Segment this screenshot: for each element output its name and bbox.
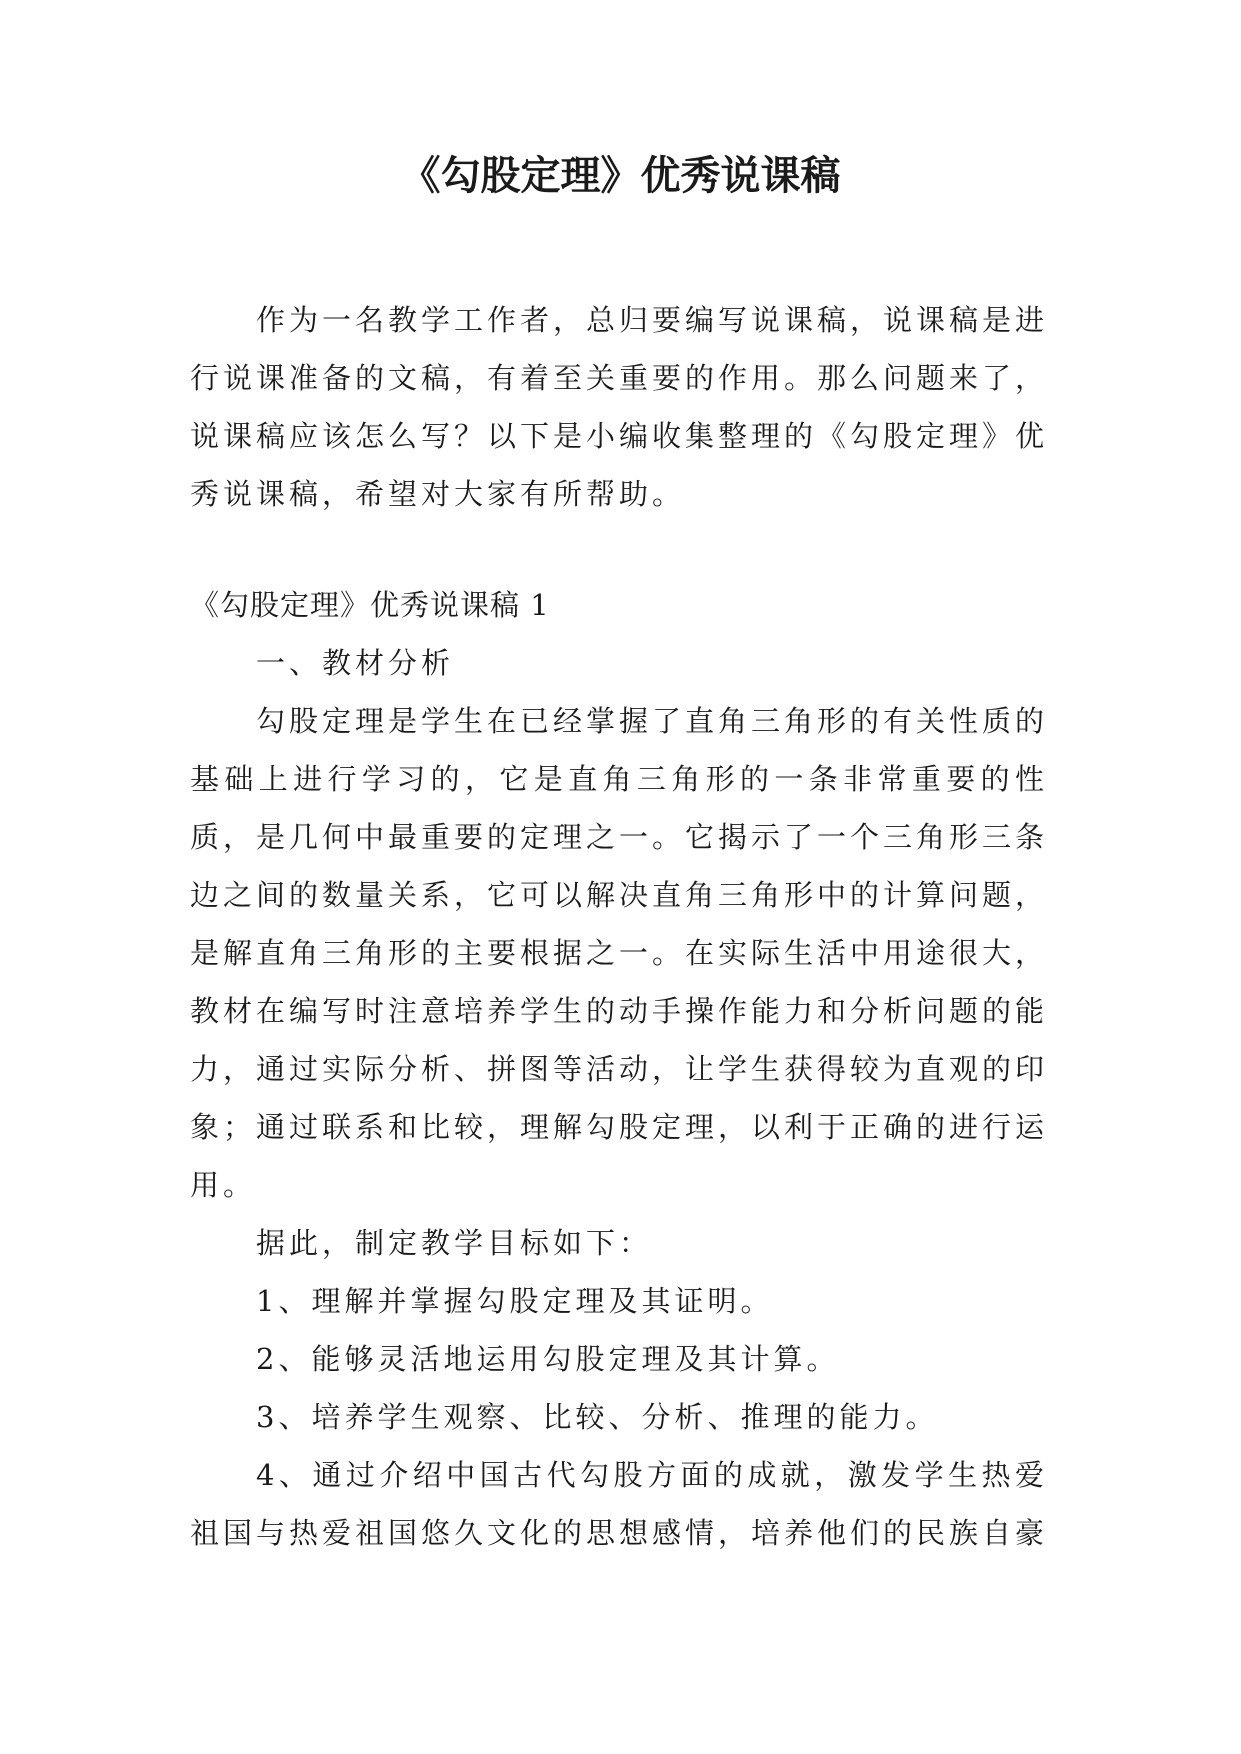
intro-paragraph: 作为一名教学工作者，总归要编写说课稿，说课稿是进行说课准备的文稿，有着至关重要的作用。那么问题来了，说课稿应该怎么写？以下是小编收集整理的《勾股定理》优秀说课稿，希望对大家有所帮助。 [190, 303, 1049, 511]
materials-analysis-paragraph: 勾股定理是学生在已经掌握了直角三角形的有关性质的基础上进行学习的，它是直角三角形的一条非常重要的性质，是几何中最重要的定理之一。它揭示了一个三角形三条边之间的数量关系，它可以解决直角三角形中的计算问题，是解直角三角形的主要根据之一。在实际生活中用途很大，教材在编写时注意培养学生的动手操作能力和分析问题的能力，通过实际分析、拼图等活动，让学生获得较为直观的印象；通过联系和比较，理解勾股定理，以利于正确的进行运用。 [190, 704, 1049, 1202]
section-title: 《勾股定理》优秀说课稿 1 [190, 588, 550, 622]
document-title: 《勾股定理》优秀说课稿 [400, 153, 841, 199]
goal-item-3: 3、培养学生观察、比较、分析、推理的能力。 [256, 1400, 939, 1434]
section-content [190, 576, 1048, 1562]
goal-item-2: 2、能够灵活地运用勾股定理及其计算。 [256, 1342, 840, 1376]
goals-intro-paragraph: 据此，制定教学目标如下： [256, 1226, 653, 1260]
goal-item-1: 1、理解并掌握勾股定理及其证明。 [256, 1284, 774, 1318]
subheading-materials-analysis: 一、教材分析 [256, 646, 455, 680]
goal-item-4: 4、通过介绍中国古代勾股方面的成就，激发学生热爱祖国与热爱祖国悠久文化的思想感情，培养他们的民族自豪 [190, 1458, 1049, 1550]
